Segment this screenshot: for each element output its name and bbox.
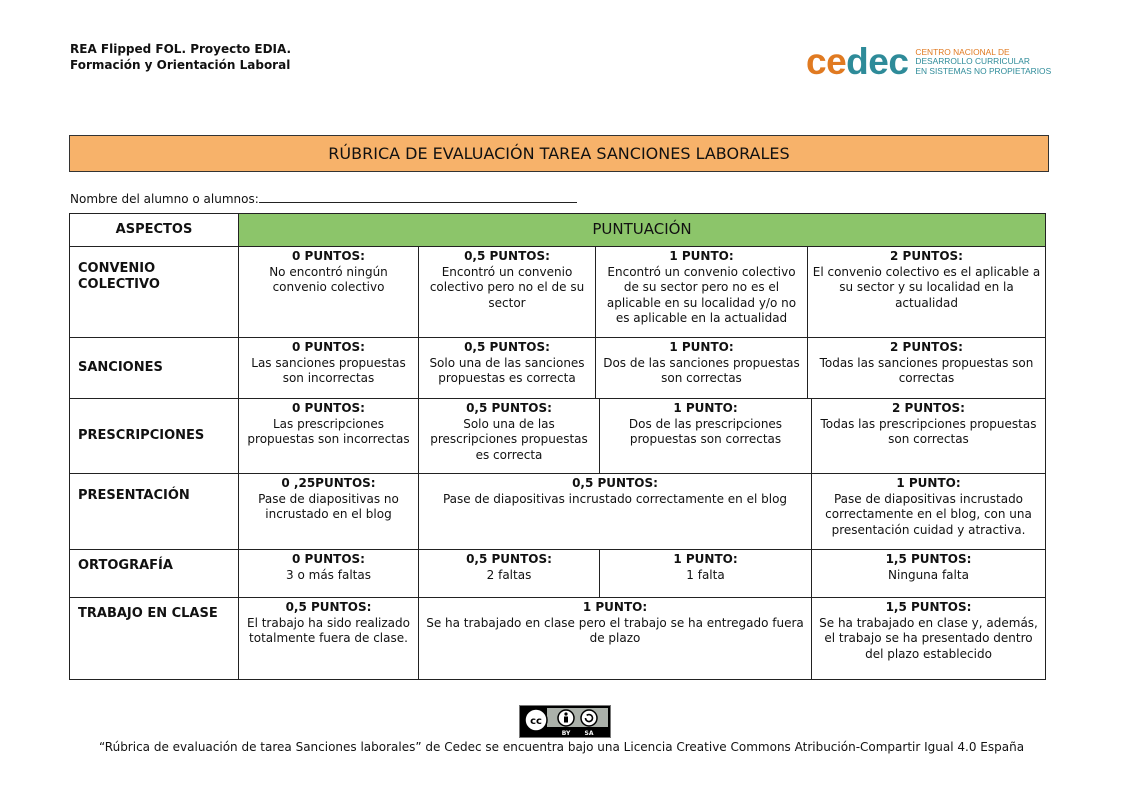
- score-cell: 0,5 PUNTOS: El trabajo ha sido realizado totalmente fuera de clase.: [239, 598, 419, 680]
- table-row: [70, 474, 1046, 550]
- aspect-prescripciones: PRESCRIPCIONES: [70, 399, 239, 474]
- score-cell: 1 PUNTO: Pase de diapositivas incrustado correctamente en el blog, con una presentación cuidad y atractiva.: [812, 474, 1046, 550]
- rubric-table: [69, 213, 1046, 680]
- score-cell: 0 PUNTOS: 3 o más faltas: [239, 550, 419, 598]
- score-cell: 1 PUNTO: Encontró un convenio colectivo de su sector pero no es el aplicable en su localidad y/o no es aplicable en la actualidad: [596, 247, 808, 338]
- score-cell: 2 PUNTOS: Todas las sanciones propuestas son correctas: [808, 338, 1046, 399]
- table-row: [70, 399, 1046, 474]
- rubric-title: RÚBRICA DE EVALUACIÓN TAREA SANCIONES LABORALES: [69, 135, 1049, 172]
- aspect-presentacion: PRESENTACIÓN: [70, 474, 239, 550]
- header-subject-line: Formación y Orientación Laboral: [70, 58, 291, 72]
- score-cell: 2 PUNTOS: Todas las prescripciones propuestas son correctas: [812, 399, 1046, 474]
- table-row: [70, 598, 1046, 680]
- score-cell: 0,5 PUNTOS: Pase de diapositivas incrustado correctamente en el blog: [419, 474, 812, 550]
- score-cell: 0,5 PUNTOS: 2 faltas: [419, 550, 600, 598]
- table-row: [70, 550, 1046, 598]
- score-cell: 1,5 PUNTOS: Ninguna falta: [812, 550, 1046, 598]
- creative-commons-badge[interactable]: [519, 705, 611, 738]
- cedec-logo-word: cedec: [806, 41, 909, 82]
- score-cell: 0 PUNTOS: No encontró ningún convenio colectivo: [239, 247, 419, 338]
- svg-text:BY: BY: [561, 730, 571, 737]
- svg-text:SA: SA: [584, 730, 594, 737]
- document-header: [70, 41, 291, 73]
- aspect-sanciones: SANCIONES: [70, 338, 239, 399]
- student-name-label: Nombre del alumno o alumnos:: [70, 192, 259, 206]
- aspect-convenio: CONVENIO COLECTIVO: [70, 247, 239, 338]
- cedec-logo-subtitle: CENTRO NACIONAL DE DESARROLLO CURRICULAR EN SISTEMAS NO PROPIETARIOS: [915, 46, 1052, 76]
- score-cell: 2 PUNTOS: El convenio colectivo es el aplicable a su sector y su localidad en la actualidad: [808, 247, 1046, 338]
- cedec-logo: [806, 41, 1052, 82]
- table-header-row: [70, 214, 1046, 247]
- score-cell: 1,5 PUNTOS: Se ha trabajado en clase y, además, el trabajo se ha presentado dentro del plazo establecido: [812, 598, 1046, 680]
- score-cell: 0,5 PUNTOS: Solo una de las prescripciones propuestas es correcta: [419, 399, 600, 474]
- score-cell: 0,5 PUNTOS: Encontró un convenio colectivo pero no el de su sector: [419, 247, 596, 338]
- score-cell: 1 PUNTO: Se ha trabajado en clase pero el trabajo se ha entregado fuera de plazo: [419, 598, 812, 680]
- aspects-header: ASPECTOS: [70, 214, 239, 247]
- score-cell: 1 PUNTO: Dos de las prescripciones propuestas son correctas: [600, 399, 812, 474]
- score-cell: 0 PUNTOS: Las sanciones propuestas son incorrectas: [239, 338, 419, 399]
- score-cell: 0 ,25PUNTOS: Pase de diapositivas no incrustado en el blog: [239, 474, 419, 550]
- score-cell: 1 PUNTO: 1 falta: [600, 550, 812, 598]
- score-cell: 1 PUNTO: Dos de las sanciones propuestas son correctas: [596, 338, 808, 399]
- score-header: PUNTUACIÓN: [239, 214, 1046, 247]
- score-cell: 0,5 PUNTOS: Solo una de las sanciones propuestas es correcta: [419, 338, 596, 399]
- aspect-trabajo-clase: TRABAJO EN CLASE: [70, 598, 239, 680]
- aspect-ortografia: ORTOGRAFÍA: [70, 550, 239, 598]
- svg-text:cc: cc: [530, 716, 542, 727]
- student-name-field: [70, 190, 577, 206]
- license-text: “Rúbrica de evaluación de tarea Sanciones laborales” de Cedec se encuentra bajo una Licencia Creative Commons Atribución-Compartir Igual 4.0 España: [98, 740, 1025, 754]
- cc-by-sa-icon: [520, 706, 610, 737]
- header-project-line: REA Flipped FOL. Proyecto EDIA.: [70, 42, 292, 56]
- table-row: [70, 338, 1046, 399]
- table-row: [70, 247, 1046, 338]
- student-name-blank: [259, 190, 577, 203]
- score-cell: 0 PUNTOS: Las prescripciones propuestas son incorrectas: [239, 399, 419, 474]
